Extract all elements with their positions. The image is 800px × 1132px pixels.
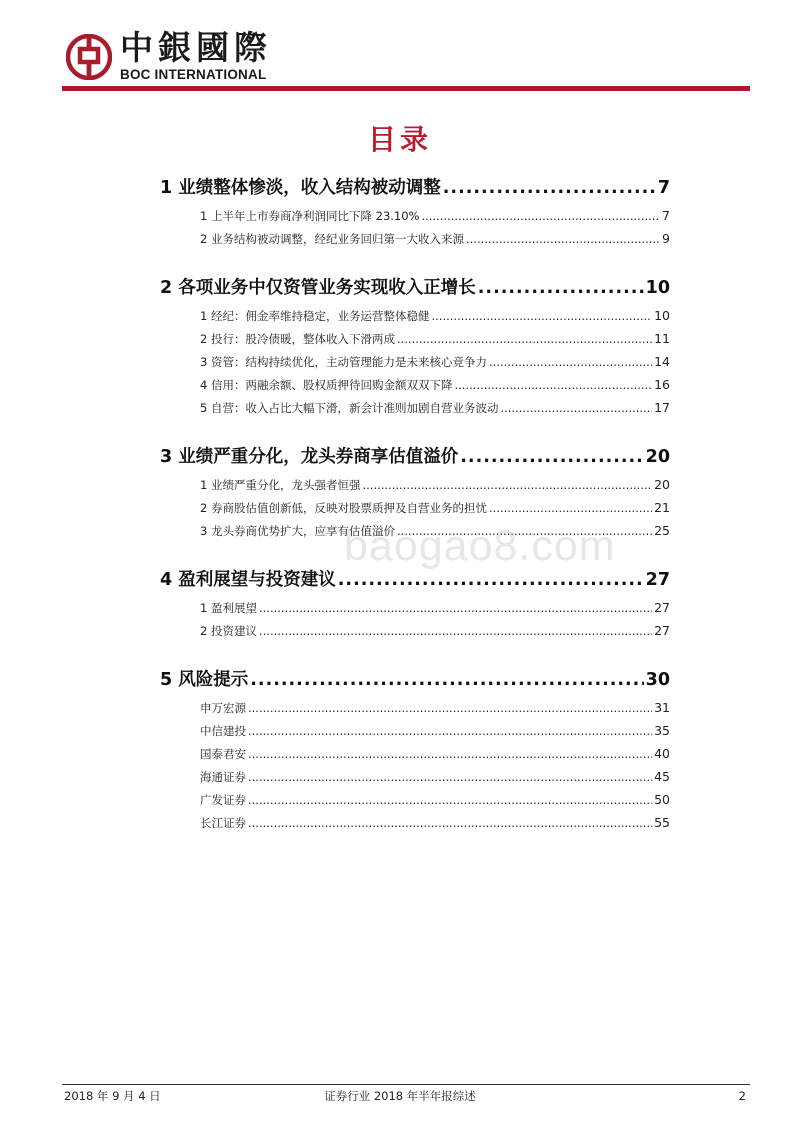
toc-entry-title: 广发证券 xyxy=(200,793,246,807)
toc-page-number: 10 xyxy=(654,308,670,323)
toc-entry-title: 5 自营：收入占比大幅下滑，新会计准则加剧自营业务波动 xyxy=(200,401,499,415)
brand-name-english: BOC INTERNATIONAL xyxy=(120,67,267,82)
page-header xyxy=(0,0,800,100)
toc-entry-title: 1 盈利展望 xyxy=(200,601,257,615)
toc-page-number: 7 xyxy=(657,178,670,198)
header-divider xyxy=(62,86,750,91)
dot-leader xyxy=(397,328,652,351)
toc-entry-title: 4 信用：两融余额、股权质押待回购金额双双下降 xyxy=(200,378,453,392)
toc-section-title: 5 风险提示 xyxy=(160,670,249,690)
toc-entry[interactable] xyxy=(200,788,670,811)
toc-entry-title: 中信建投 xyxy=(200,724,246,738)
toc-page-number: 17 xyxy=(654,400,670,415)
toc-section-1[interactable] xyxy=(160,172,670,204)
toc-entry-title: 2 业务结构被动调整，经纪业务回归第一大收入来源 xyxy=(200,232,464,246)
dot-leader xyxy=(362,474,652,497)
toc-entry[interactable] xyxy=(200,473,670,496)
toc-section-title: 2 各项业务中仅资管业务实现收入正增长 xyxy=(160,278,476,298)
toc-page-number: 40 xyxy=(654,746,670,761)
toc-entry[interactable] xyxy=(200,619,670,642)
dot-leader xyxy=(248,766,652,789)
toc-section-5[interactable] xyxy=(160,664,670,696)
toc-entry-title: 长江证券 xyxy=(200,816,246,830)
toc-entry-title: 3 龙头券商优势扩大，应享有估值溢价 xyxy=(200,524,395,538)
toc-entry[interactable] xyxy=(200,304,670,327)
toc-entry-title: 国泰君安 xyxy=(200,747,246,761)
toc-entry[interactable] xyxy=(200,227,670,250)
toc-page-number: 21 xyxy=(654,500,670,515)
toc-entry[interactable] xyxy=(200,496,670,519)
toc-entry[interactable] xyxy=(200,742,670,765)
dot-leader xyxy=(250,664,643,696)
dot-leader xyxy=(500,397,652,420)
toc-page-number: 27 xyxy=(654,600,670,615)
brand-name-chinese: 中銀國際 xyxy=(120,28,272,67)
dot-leader xyxy=(248,743,652,766)
toc-entry-title: 1 经纪：佣金率维持稳定，业务运营整体稳健 xyxy=(200,309,430,323)
toc-entry[interactable] xyxy=(200,765,670,788)
footer-divider xyxy=(62,1084,750,1085)
toc-page-number: 16 xyxy=(654,377,670,392)
toc-page-number: 11 xyxy=(654,331,670,346)
dot-leader xyxy=(489,351,652,374)
toc-section-2[interactable] xyxy=(160,272,670,304)
dot-leader xyxy=(248,720,652,743)
toc-entry-title: 3 资管：结构持续优化，主动管理能力是未来核心竞争力 xyxy=(200,355,487,369)
dot-leader xyxy=(248,697,652,720)
dot-leader xyxy=(248,812,652,835)
page-title: 目录 xyxy=(367,123,432,156)
toc-entry-title: 1 上半年上市券商净利润同比下降 23.10% xyxy=(200,209,420,223)
toc-entry[interactable] xyxy=(200,204,670,227)
toc-page-number: 50 xyxy=(654,792,670,807)
toc-page-number: 10 xyxy=(645,278,670,298)
toc-page-number: 20 xyxy=(645,447,670,467)
toc-page-number: 35 xyxy=(654,723,670,738)
toc-section-title: 1 业绩整体惨淡，收入结构被动调整 xyxy=(160,178,441,198)
toc-entry[interactable] xyxy=(200,596,670,619)
dot-leader xyxy=(466,228,660,251)
toc-entry-title: 1 业绩严重分化，龙头强者恒强 xyxy=(200,478,361,492)
toc-section-title: 3 业绩严重分化，龙头券商享估值溢价 xyxy=(160,447,459,467)
table-of-contents xyxy=(160,172,670,834)
toc-page-number: 14 xyxy=(654,354,670,369)
toc-entry[interactable] xyxy=(200,396,670,419)
toc-entry[interactable] xyxy=(200,373,670,396)
toc-page-number: 25 xyxy=(654,523,670,538)
dot-leader xyxy=(443,172,656,204)
toc-page-number: 31 xyxy=(654,700,670,715)
toc-page-number: 7 xyxy=(662,208,670,223)
dot-leader xyxy=(478,272,644,304)
dot-leader xyxy=(460,441,643,473)
toc-entry[interactable] xyxy=(200,350,670,373)
footer-page-number: 2 xyxy=(738,1089,746,1103)
toc-section-3[interactable] xyxy=(160,441,670,473)
toc-page-number: 30 xyxy=(645,670,670,690)
footer-date: 2018 年 9 月 4 日 xyxy=(64,1089,161,1103)
toc-page-number: 45 xyxy=(654,769,670,784)
toc-entry-title: 申万宏源 xyxy=(200,701,246,715)
toc-entry[interactable] xyxy=(200,719,670,742)
toc-page-number: 27 xyxy=(645,570,670,590)
toc-entry-title: 2 投行：股冷债暖，整体收入下滑两成 xyxy=(200,332,395,346)
dot-leader xyxy=(421,205,660,228)
dot-leader xyxy=(259,597,652,620)
toc-page-number: 9 xyxy=(662,231,670,246)
toc-entry-title: 2 券商股估值创新低，反映对股票质押及自营业务的担忧 xyxy=(200,501,487,515)
toc-entry-title: 2 投资建议 xyxy=(200,624,257,638)
toc-page-number: 20 xyxy=(654,477,670,492)
toc-entry[interactable] xyxy=(200,811,670,834)
toc-page-number: 55 xyxy=(654,815,670,830)
toc-entry-title: 海通证券 xyxy=(200,770,246,784)
dot-leader xyxy=(489,497,652,520)
toc-entry[interactable] xyxy=(200,696,670,719)
dot-leader xyxy=(259,620,652,643)
dot-leader xyxy=(431,305,652,328)
footer-document-title: 证券行业 2018 年半年报综述 xyxy=(324,1089,476,1103)
toc-entry[interactable] xyxy=(200,327,670,350)
dot-leader xyxy=(248,789,652,812)
toc-page-number: 27 xyxy=(654,623,670,638)
boc-logo-icon xyxy=(66,34,112,80)
toc-section-title: 4 盈利展望与投资建议 xyxy=(160,570,336,590)
watermark: baogao8.com xyxy=(344,522,616,570)
dot-leader xyxy=(454,374,652,397)
